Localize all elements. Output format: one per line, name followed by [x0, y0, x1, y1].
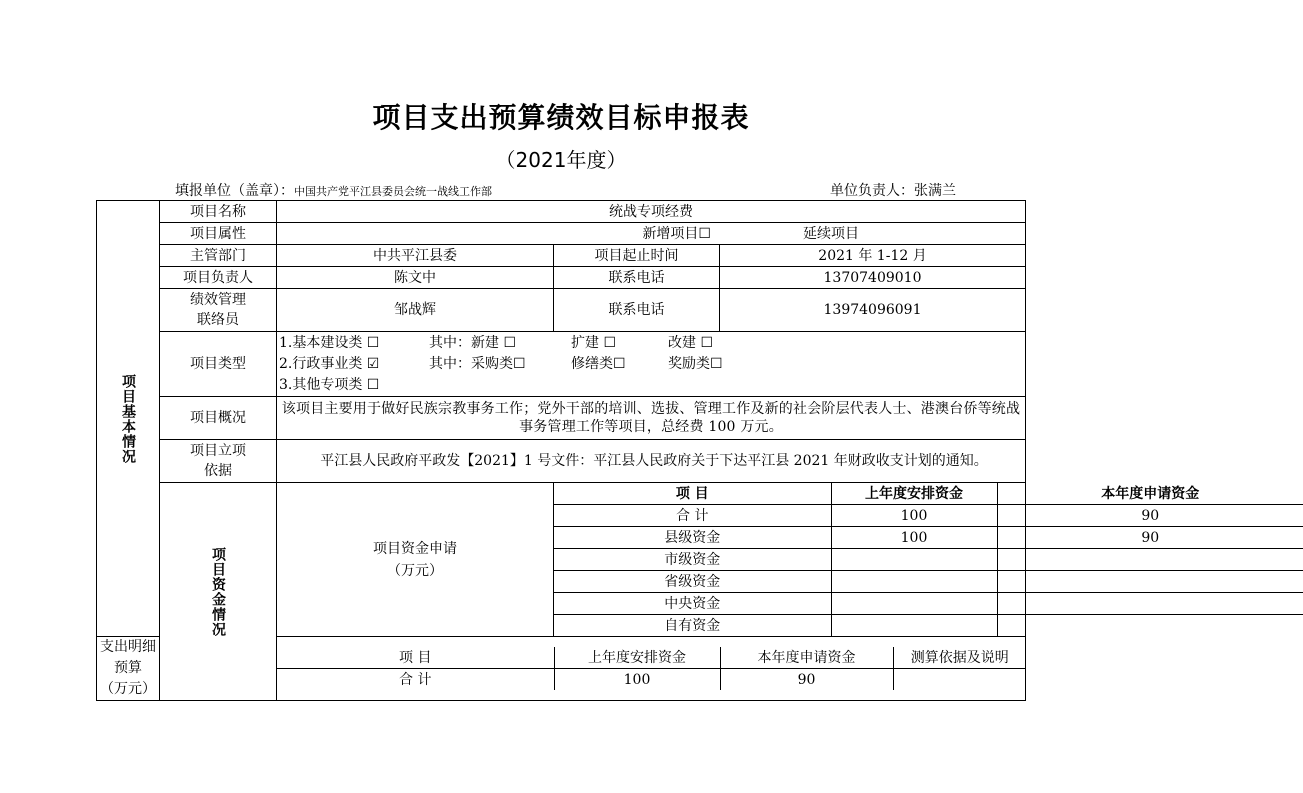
detail-header-this: 本年度申请资金 [720, 647, 893, 669]
project-attr-value [277, 223, 1026, 245]
header-this-year: 本年度申请资金 [997, 483, 1303, 505]
fund-item: 市级资金 [554, 549, 831, 571]
leader-phone-value: 13707409010 [720, 267, 1026, 289]
fund-apply-header [554, 483, 1303, 505]
detail-budget-label: 支出明细预算 （万元） [97, 637, 160, 701]
fund-this [997, 571, 1303, 593]
fund-item: 自有资金 [554, 615, 831, 637]
dept-value: 中共平江县委 [277, 245, 554, 267]
project-name-value: 统战专项经费 [277, 201, 1026, 223]
detail-note [893, 669, 1026, 691]
filing-unit [175, 180, 492, 200]
project-attr-continue: 延续项目 [803, 225, 859, 242]
filing-unit-value: 中国共产党平江县委员会统一战线工作部 [294, 185, 492, 198]
basis-label: 项目立项 依据 [160, 440, 277, 483]
section-funds-info: 项目资金情况 [160, 483, 277, 701]
type-procurement: 其中：采购类☐ [429, 355, 526, 372]
header-last-year: 上年度安排资金 [831, 483, 997, 505]
fund-this [997, 615, 1303, 637]
detail-item: 合 计 [277, 669, 554, 691]
table-row [554, 615, 1303, 637]
table-row [554, 527, 1303, 549]
type-expand: 扩建 ☐ [571, 334, 617, 351]
detail-this: 90 [720, 669, 893, 691]
fund-item: 中央资金 [554, 593, 831, 615]
fund-last: 100 [831, 505, 997, 527]
detail-header-last: 上年度安排资金 [554, 647, 720, 669]
type-line-1 [279, 333, 1025, 354]
fund-apply-table [554, 483, 1303, 636]
detail-header [277, 647, 1026, 669]
detail-budget-table-cell [277, 637, 1026, 701]
type-basic-construction: 1.基本建设类 ☐ [279, 334, 380, 351]
unit-responsible-value: 张满兰 [914, 183, 956, 199]
contact-label: 绩效管理 联络员 [160, 289, 277, 332]
detail-header-item: 项 目 [277, 647, 554, 669]
type-reward: 奖励类☐ [668, 355, 723, 372]
unit-responsible [830, 180, 956, 200]
project-name-label: 项目名称 [160, 201, 277, 223]
detail-budget-table [277, 647, 1026, 690]
leader-value: 陈文中 [277, 267, 554, 289]
fund-last: 100 [831, 527, 997, 549]
fund-this: 90 [997, 505, 1303, 527]
unit-responsible-label: 单位负责人： [830, 183, 914, 199]
table-row [554, 549, 1303, 571]
header-item: 项 目 [554, 483, 831, 505]
summary-label: 项目概况 [160, 397, 277, 440]
period-label: 项目起止时间 [554, 245, 720, 267]
type-repair: 修缮类☐ [571, 355, 626, 372]
fund-this: 90 [997, 527, 1303, 549]
type-rebuild: 改建 ☐ [668, 334, 714, 351]
fund-this [997, 593, 1303, 615]
fund-apply-table-cell [554, 483, 1200, 637]
fund-item: 省级资金 [554, 571, 831, 593]
type-line-3 [279, 375, 1025, 396]
budget-form-table [96, 200, 1200, 701]
contact-phone-label: 联系电话 [554, 289, 720, 332]
fund-apply-label: 项目资金申请 （万元） [277, 483, 554, 637]
table-row [554, 505, 1303, 527]
dept-label: 主管部门 [160, 245, 277, 267]
fund-last [831, 593, 997, 615]
type-new-build: 其中：新建 ☐ [429, 334, 517, 351]
type-line-2 [279, 354, 1025, 375]
project-attr-label: 项目属性 [160, 223, 277, 245]
fund-last [831, 615, 997, 637]
project-type-label: 项目类型 [160, 332, 277, 397]
fund-this [997, 549, 1303, 571]
fund-last [831, 571, 997, 593]
type-other-special: 3.其他专项类 ☐ [279, 376, 380, 393]
fund-item: 县级资金 [554, 527, 831, 549]
contact-phone-value: 13974096091 [720, 289, 1026, 332]
detail-last: 100 [554, 669, 720, 691]
period-value: 2021 年 1-12 月 [720, 245, 1026, 267]
section-basic-info: 项目基本情况 [97, 201, 160, 637]
basis-value: 平江县人民政府平政发【2021】1 号文件：平江县人民政府关于下达平江县 2021 年财政收支计划的通知。 [277, 440, 1026, 483]
fund-last [831, 549, 997, 571]
contact-value: 邹战辉 [277, 289, 554, 332]
summary-value: 该项目主要用于做好民族宗教事务工作；党外干部的培训、选拔、管理工作及新的社会阶层代表人士、港澳台侨等统战事务管理工作等项目，总经费 100 万元。 [277, 397, 1026, 440]
project-type-options [277, 332, 1026, 397]
leader-phone-label: 联系电话 [554, 267, 720, 289]
leader-label: 项目负责人 [160, 267, 277, 289]
fund-item: 合 计 [554, 505, 831, 527]
type-admin-affairs: 2.行政事业类 ☑ [279, 355, 380, 372]
table-row [554, 571, 1303, 593]
project-attr-new: 新增项目☐ [642, 225, 711, 242]
table-row [554, 593, 1303, 615]
page-title: 项目支出预算绩效目标申报表 [372, 101, 750, 134]
page-subtitle: （2021年度） [495, 148, 627, 172]
filing-unit-label: 填报单位（盖章）： [175, 183, 294, 199]
table-row [277, 669, 1026, 691]
detail-header-note: 测算依据及说明 [893, 647, 1026, 669]
